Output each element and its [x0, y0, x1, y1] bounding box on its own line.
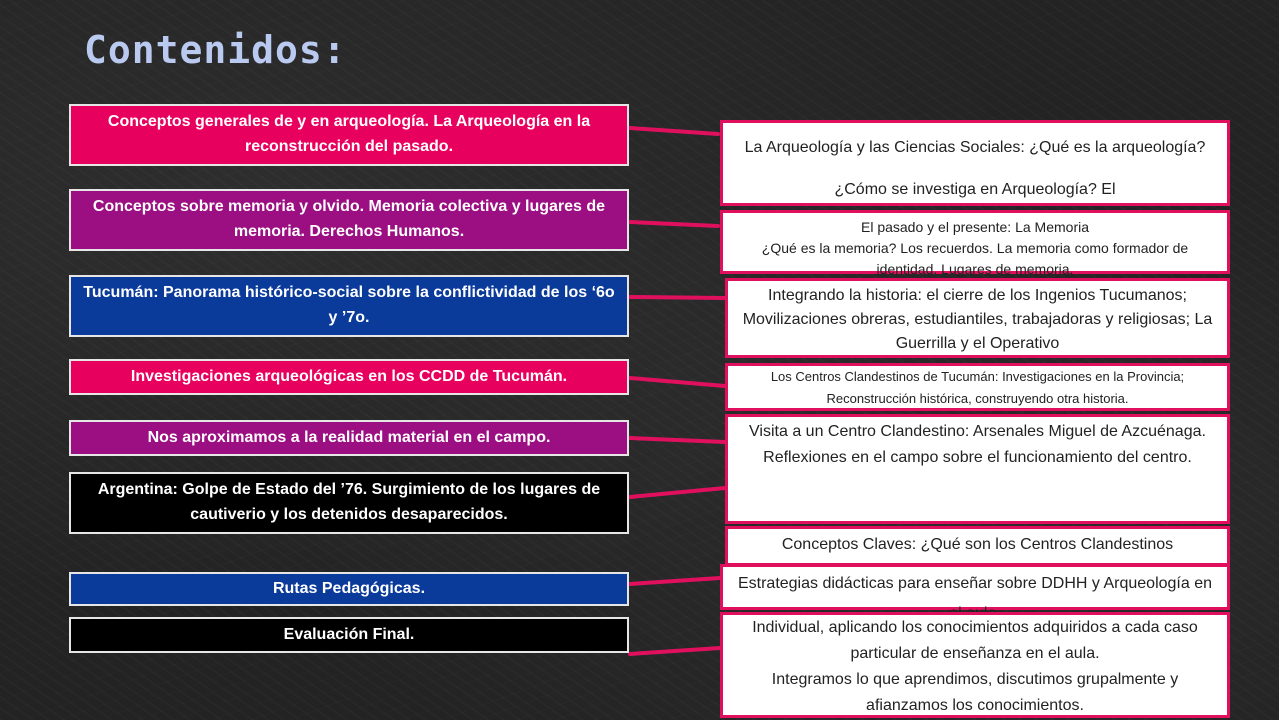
topic-label: Nos aproximamos a la realidad material en el campo. — [147, 428, 551, 446]
detail-text: Visita a un Centro Clandestino: Arsenales Miguel de Azcuénaga. Reflexiones en el campo sobre el funcionamiento del centro. — [749, 423, 1206, 466]
detail-box-1 — [720, 120, 1230, 206]
topic-box-7[interactable] — [69, 572, 629, 606]
detail-text: Estrategias didácticas para enseñar sobre DDHH y Arqueología en — [737, 575, 1213, 592]
topic-label: Investigaciones arqueológicas en los CCDD de Tucumán. — [130, 367, 568, 385]
detail-box-8 — [720, 612, 1230, 718]
connector-line-2 — [630, 222, 718, 226]
connector-line-5 — [630, 438, 725, 442]
connector-line-1 — [630, 128, 718, 134]
topic-label: Conceptos sobre memoria y olvido. Memoria colectiva y lugares de memoria. Derechos Humanos. — [92, 198, 606, 240]
detail-text: La Arqueología y las Ciencias Sociales: ¿Qué es la arqueología? ¿Cómo se investiga en Arqueología? El — [744, 139, 1206, 198]
topic-label: Rutas Pedagógicas. — [272, 579, 426, 597]
detail-text: Integrando la historia: el cierre de los Ingenios Tucumanos; Movilizaciones obreras, estudiantiles, trabajadoras y religiosas; La Guerrilla y el Operativo — [742, 287, 1213, 352]
connector-line-4 — [630, 378, 725, 386]
topic-box-3[interactable] — [69, 275, 629, 337]
page-title: Contenidos: — [84, 28, 347, 72]
topic-box-1[interactable] — [69, 104, 629, 166]
topic-box-5[interactable] — [69, 420, 629, 456]
connector-line-6 — [630, 488, 725, 497]
detail-text: El pasado y el presente: La Memoria ¿Qué es la memoria? Los recuerdos. La memoria como formador de identidad. Lugares de memoria. — [761, 219, 1189, 277]
detail-box-2 — [720, 210, 1230, 277]
topic-box-4[interactable] — [69, 359, 629, 395]
topic-box-6[interactable] — [69, 472, 629, 534]
detail-text: Los Centros Clandestinos de Tucumán: Investigaciones en la Provincia; Reconstrucción histórica, construyendo otra historia. — [770, 369, 1185, 406]
detail-box-7 — [720, 564, 1230, 610]
topic-label: Argentina: Golpe de Estado del ’76. Surgimiento de los lugares de cautiverio y los detenidos desaparecidos. — [97, 481, 601, 523]
detail-box-5 — [725, 414, 1230, 524]
detail-box-6 — [725, 526, 1230, 566]
topic-box-8[interactable] — [69, 617, 629, 653]
detail-text: Individual, aplicando los conocimientos adquiridos a cada caso particular de enseñanza en el aula. Integramos lo que aprendimos, discutimos grupalmente y afianzamos los conocimientos. — [752, 619, 1198, 714]
topic-box-2[interactable] — [69, 189, 629, 251]
topic-label: Conceptos generales de y en arqueología. La Arqueología en la reconstrucción del pasado. — [107, 113, 591, 155]
detail-box-3 — [725, 278, 1230, 358]
connector-line-8 — [630, 648, 720, 654]
detail-box-4 — [725, 363, 1230, 411]
detail-text: Conceptos Claves: ¿Qué son los Centros Clandestinos — [781, 536, 1174, 553]
topic-label: Evaluación Final. — [283, 625, 415, 643]
connector-line-3 — [630, 297, 725, 298]
topic-label: Tucumán: Panorama histórico-social sobre la conflictividad de los ‘6o y ’7o. — [83, 284, 615, 326]
connector-line-7 — [630, 578, 720, 584]
